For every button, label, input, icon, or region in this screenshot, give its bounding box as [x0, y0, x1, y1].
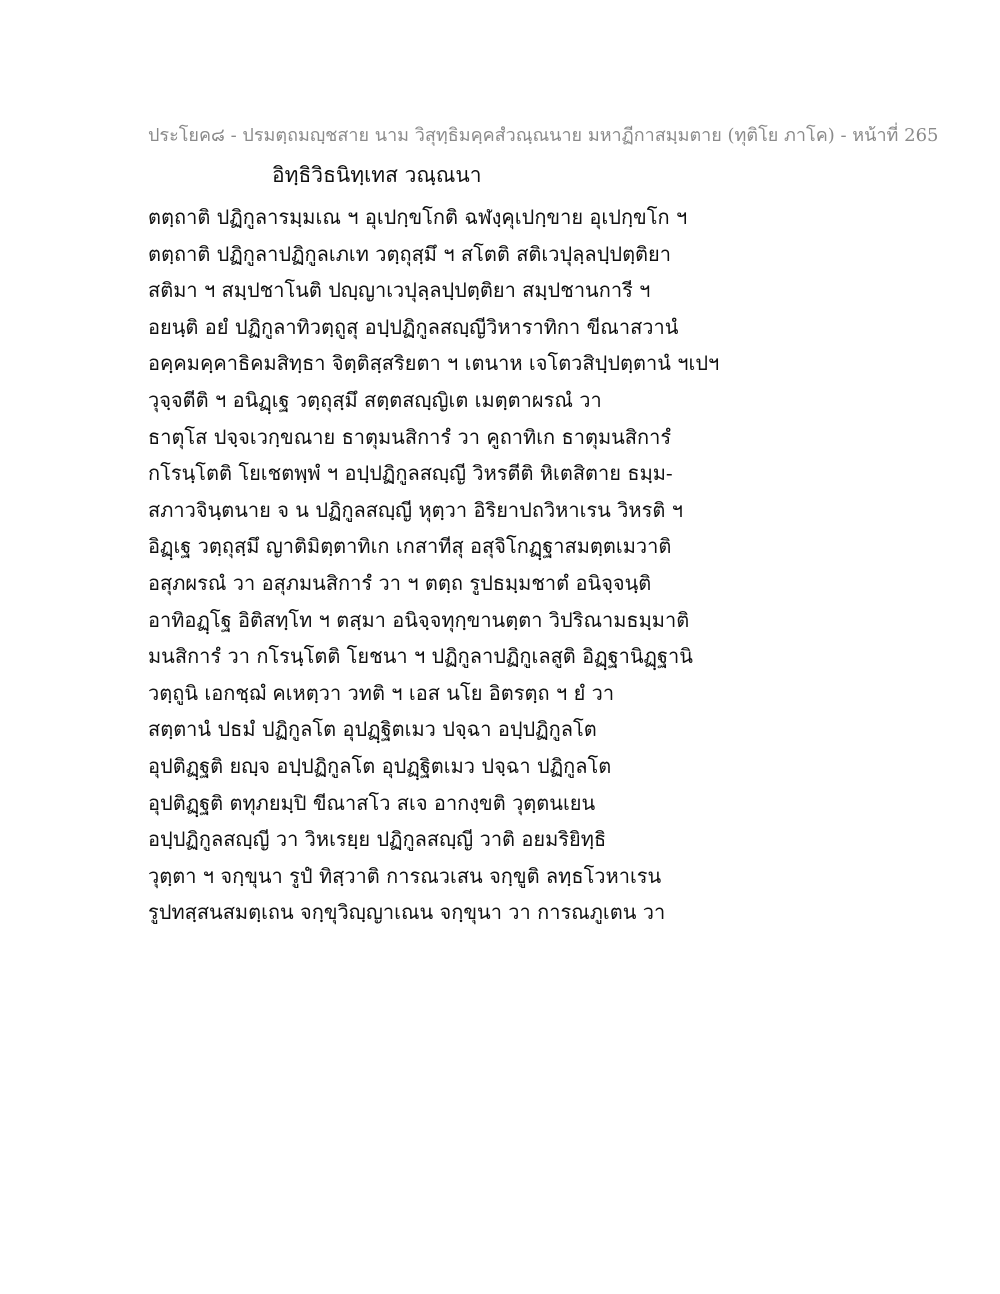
text-line: อุปติฏฺฐติ ตทุภยมฺปิ ขีณาสโว สเจ อากงฺขติ วุตฺตนเยน: [148, 790, 596, 815]
text-line: สติมา ฯ สมฺปชาโนติ ปญฺญาเวปุลฺลปฺปตฺติยา สมฺปชานการี ฯ: [148, 278, 651, 303]
text-line: อสุภผรณํ วา อสุภมนสิการํ วา ฯ ตตฺถ รูปธมฺมชาตํ อนิจฺจนฺติ: [148, 570, 652, 595]
text-line: อุปติฏฺฐติ ยญฺจ อปฺปฏิกูลโต อุปฏฺฐิตเมว ปจฺฉา ปฏิกูลโต: [148, 753, 612, 778]
page-header: ประโยค๘ - ปรมตฺถมญฺชสาย นาม วิสุทฺธิมคฺคสํวณฺณนาย มหาฏีกาสมฺมตาย (ทุติโย ภาโค) - หน้าที่ 265: [148, 125, 939, 146]
text-line: อคฺคมคฺคาธิคมสิทฺธา จิตฺติสฺสริยตา ฯ เตนาห เจโตวสิปฺปตฺตานํ ฯเปฯ: [148, 351, 720, 376]
text-line: อาทิอฏฺโฐ อิติสทฺโท ฯ ตสฺมา อนิจฺจทุกฺขานตฺตา วิปริณามธมฺมาติ: [148, 607, 690, 632]
body-text: [148, 199, 868, 931]
text-line: อยนฺติ อยํ ปฏิกูลาทิวตฺถูสุ อปฺปฏิกูลสญฺญีวิหาราทิกา ขีณาสวานํ: [148, 314, 679, 339]
text-line: อปฺปฏิกูลสญฺญี วา วิหเรยฺย ปฏิกูลสญฺญี วาติ อยมริยิทฺธิ: [148, 827, 607, 852]
text-line: ตตฺถาติ ปฏิกูลารมฺมเณ ฯ อุเปกฺขโกติ ฉฬงฺคุเปกฺขาย อุเปกฺขโก ฯ: [148, 205, 688, 229]
text-line: สตฺตานํ ปธมํ ปฏิกูลโต อุปฏฺฐิตเมว ปจฺฉา อปฺปฏิกูลโต: [148, 717, 597, 742]
text-line: อิฏฺเฐ วตฺถุสฺมึ ญาติมิตฺตาทิเก เกสาทีสุ อสุจิโกฏฺฐาสมตฺตเมวาติ: [148, 534, 672, 559]
text-line: วุจฺจตีติ ฯ อนิฏฺเฐ วตฺถุสฺมึ สตฺตสญฺญิเต เมตฺตาผรณํ วา: [148, 387, 602, 412]
text-line: สภาวจินฺตนาย จ น ปฏิกูลสญฺญี หุตฺวา อิริยาปถวิหาเรน วิหรติ ฯ: [148, 497, 683, 522]
text-line: กโรนฺโตติ โยเชตพฺพํ ฯ อปฺปฏิกูลสญฺญี วิหรตีติ หิเตสิตาย ธมฺม-: [148, 461, 673, 486]
text-line: รูปทสฺสนสมตฺเถน จกฺขุวิญฺญาเณน จกฺขุนา วา การณภูเตน วา: [148, 900, 666, 925]
text-line: ตตฺถาติ ปฏิกูลาปฏิกูลเภเท วตฺถุสฺมึ ฯ สโตติ สติเวปุลฺลปฺปตฺติยา: [148, 241, 671, 266]
text-line: ธาตุโส ปจฺจเวกฺขณาย ธาตุมนสิการํ วา คูถาทิเก ธาตุมนสิการํ: [148, 424, 672, 449]
section-title: อิทฺธิวิธนิทฺเทส วณฺณนา: [272, 163, 482, 187]
text-line: วตฺถูนิ เอกชฺฌํ คเหตฺวา วทติ ฯ เอส นโย อิตรตฺถ ฯ ยํ วา: [148, 680, 615, 705]
text-line: วุตฺตา ฯ จกฺขุนา รูปํ ทิสฺวาติ การณวเสน จกฺขูติ ลทฺธโวหาเรน: [148, 863, 662, 888]
text-line: มนสิการํ วา กโรนฺโตติ โยชนา ฯ ปฏิกูลาปฏิกูเลสูติ อิฏฺฐานิฏฺฐานิ: [148, 644, 693, 669]
